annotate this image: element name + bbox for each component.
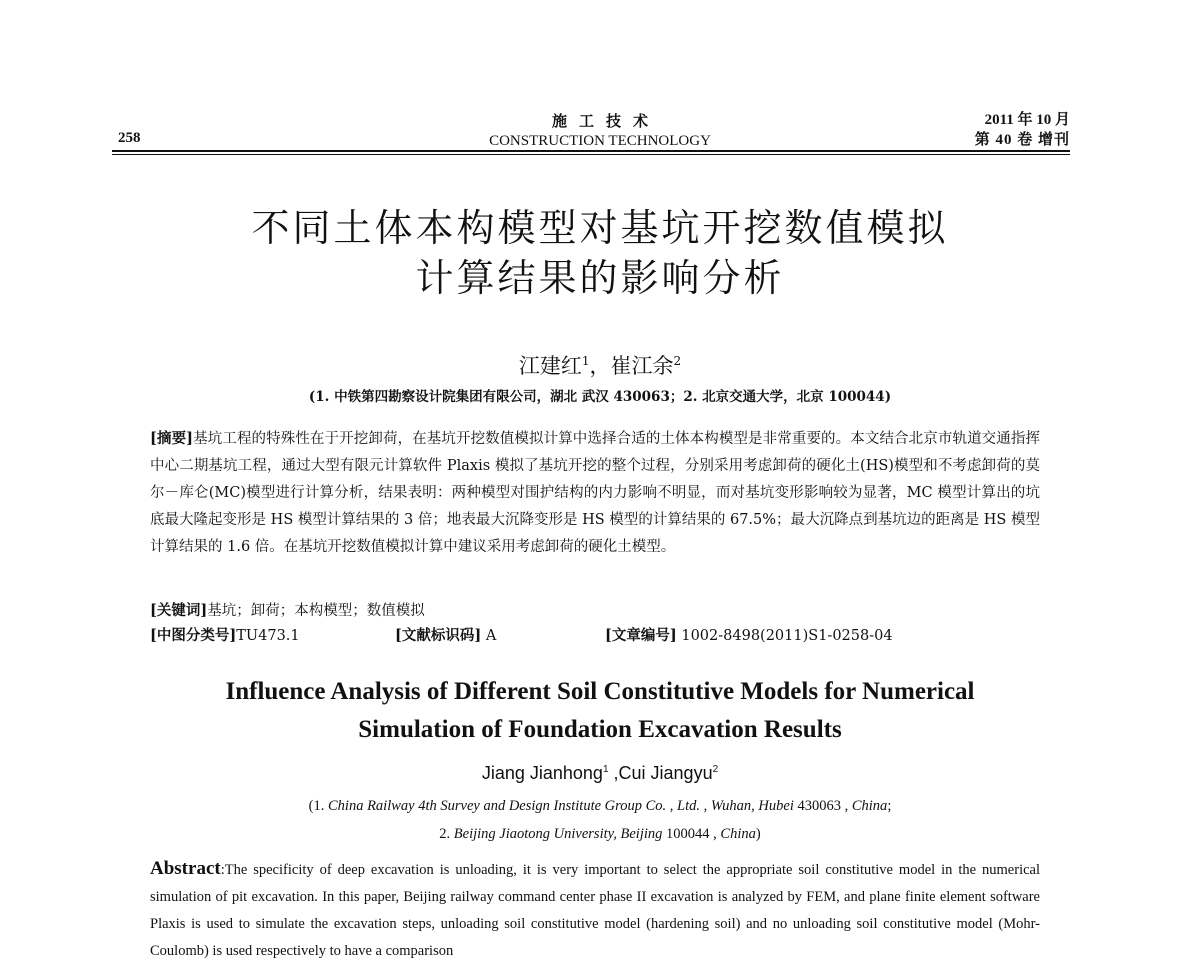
journal-header [400, 110, 800, 150]
affiliation-en-1: (1. China Railway 4th Survey and Design Institute Group Co. , Ltd. , Wuhan, Hubei 430063 , China; [308, 798, 892, 814]
title-en-line2: Simulation of Foundation Excavation Results [358, 716, 842, 743]
title-cn-line1: 不同土体本构模型对基坑开挖数值模拟 [251, 206, 949, 250]
abstract-cn [150, 425, 1040, 561]
author-1-sup: 1 [581, 354, 590, 368]
clc-number: [中图分类号]TU473.1 [150, 627, 300, 644]
title-cn [100, 203, 1100, 303]
abstract-en-label: Abstract [150, 858, 221, 879]
title-en-line1: Influence Analysis of Different Soil Constitutive Models for Numerical [225, 678, 975, 705]
authors-en: Jiang Jianhong$^1$ ,Cui Jiangyu$^2$ [481, 763, 719, 783]
keywords-cn-label: [关键词] [150, 602, 208, 619]
authors-cn [100, 350, 1100, 380]
journal-name-cn: 施工技术 [551, 112, 660, 130]
affiliation-en-2: 2. Beijing Jiaotong University, Beijing 100044 , China) [439, 826, 761, 842]
issue-volume: 第 40 卷 增刊 [974, 132, 1070, 148]
header-rule-thin [112, 154, 1070, 155]
author-2-en: Cui Jiangyu [618, 763, 713, 783]
page-number: 258 [118, 130, 141, 146]
title-cn-line2: 计算结果的影响分析 [415, 256, 785, 300]
author-1-cn: 江建红 [518, 354, 582, 378]
abstract-en: Abstract:The specificity of deep excavation is unloading, it is very important to select the appropriate soil constitutive model in the numerical simulation of pit excavation. In this paper, Beijing railway command center phase II excavation is analyzed by FEM, and plane finite element software Plaxis is used to simulate the excavation steps, unloading soil constitutive model (hardening soil) and no unloading soil constitutive model (Mohr-Coulomb) is used respectively to have a comparison [150, 858, 1040, 959]
classification-row [150, 624, 1040, 645]
issue-info [975, 110, 1070, 150]
article-number: [文章编号] 1002-8498(2011)S1-0258-04 [605, 627, 893, 644]
author-1-en: Jiang Jianhong [481, 763, 603, 783]
issue-date: 2011 年 10 月 [984, 112, 1070, 128]
affiliation-cn: (1. 中铁第四勘察设计院集团有限公司，湖北 武汉 430063；2. 北京交通大学，北京 100044) [308, 389, 892, 405]
author-sep: ， [589, 354, 611, 378]
abstract-cn-label: [摘要] [150, 430, 194, 447]
journal-name-en: CONSTRUCTION TECHNOLOGY [489, 133, 711, 149]
abstract-cn-text: 基坑工程的特殊性在于开挖卸荷，在基坑开挖数值模拟计算中选择合适的土体本构模型是非常重要的。本文结合北京市轨道交通指挥中心二期基坑工程，通过大型有限元计算软件 Plaxis 模拟了基坑开挖的整个过程，分别采用考虑卸荷的硬化土(HS)模型和不考虑卸荷的莫尔－库仑(MC)模型进行计算分析，结果表明：两种模型对围护结构的内力影响不明显，而对基坑变形影响较为显著，MC 模型计算出的坑底最大隆起变形是 HS 模型计算结果的 3 倍；地表最大沉降变形是 HS 模型的计算结果的 67.5%；最大沉降点到基坑边的距离是 HS 模型计算结果的 1.6 倍。在基坑开挖数值模拟计算中建议采用考虑卸荷的硬化土模型。 [150, 431, 1040, 555]
author-2-cn: 崔江余 [610, 354, 674, 378]
author-2-sup: 2 [673, 354, 682, 368]
abstract-en-text: The specificity of deep excavation is unloading, it is very important to select the appropriate soil constitutive model in the numerical simulation of pit excavation. In this paper, Beijing railway command center phase II excavation is analyzed by FEM, and plane finite element software Plaxis is used to simulate the excavation steps, unloading soil constitutive model (hardening soil) and no unloading soil constitutive model (Mohr-Coulomb) is used respectively to have a comparison [150, 862, 1040, 959]
title-en [120, 673, 1080, 749]
header-rule-thick [112, 150, 1070, 152]
keywords-cn-text: 基坑；卸荷；本构模型；数值模拟 [207, 603, 425, 619]
keywords-cn [150, 599, 1040, 620]
document-code: [文献标识码] A [395, 627, 497, 644]
